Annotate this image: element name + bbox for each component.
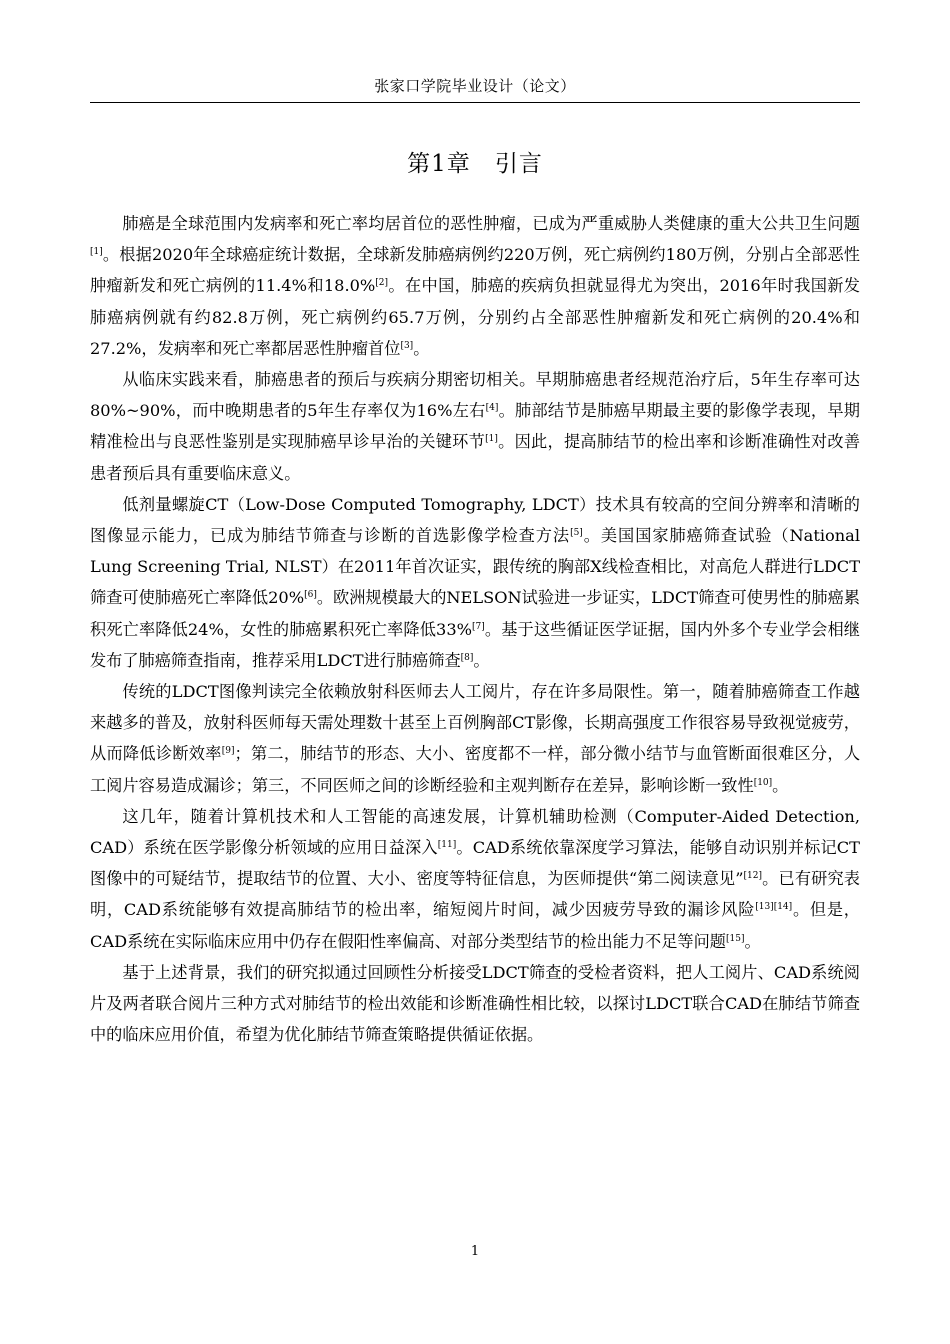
paragraph-text: 。 — [413, 338, 430, 358]
paragraph — [90, 957, 860, 1051]
paragraph-text: 。因此，提高肺结节的检出率和诊断准确性对改善患者预后具有重要临床意义。 — [90, 432, 861, 483]
chapter-number: 第1章 — [407, 151, 471, 177]
citation: [2] — [375, 278, 389, 289]
citation: [8] — [460, 652, 474, 663]
paragraph-text: 。基于这些循证医学证据，国内外多个专业学会相继发布了肺癌筛查指南，推荐采用LDCT进行肺癌筛查 — [90, 619, 860, 670]
paragraph — [90, 208, 860, 364]
chapter-name: 引言 — [494, 151, 543, 177]
header-text: 张家口学院毕业设计（论文） — [374, 77, 576, 95]
paragraph-text: 。 — [772, 775, 789, 795]
paragraph-text: 肺癌是全球范围内发病率和死亡率均居首位的恶性肿瘤，已成为严重威胁人类健康的重大公共卫生问题 — [122, 214, 860, 233]
citation: [1] — [485, 434, 498, 445]
paragraph — [90, 676, 860, 801]
paragraph-text: 。但是，CAD系统在实际临床应用中仍存在假阳性率偏高、对部分类型结节的检出能力不足等问题 — [90, 900, 860, 951]
paragraph-text: 。在中国，肺癌的疾病负担就显得尤为突出，2016年时我国新发肺癌病例就有约82.8万例，死亡病例约65.7万例，分别约占全部恶性肿瘤新发和死亡病例的20.4%和27.2%，发病率和死亡率都居恶性肿瘤首位 — [90, 276, 860, 358]
paragraph-text: 。 — [473, 650, 490, 670]
paragraph-text: 。 — [744, 931, 761, 951]
paragraph — [90, 364, 860, 489]
paragraph-text: 。欧洲规模最大的NELSON试验进一步证实，LDCT筛查可使男性的肺癌累积死亡率降低24%，女性的肺癌累积死亡率降低33% — [90, 588, 860, 639]
paragraph-text: 。CAD系统依靠深度学习算法，能够自动识别并标记CT图像中的可疑结节，提取结节的位置、大小、密度等特征信息，为医师提供“第二阅读意见” — [90, 838, 860, 889]
citation: [5] — [570, 528, 583, 539]
citation: [3] — [400, 340, 414, 351]
citation: [12] — [743, 871, 763, 882]
paragraph-text: ；第二，肺结节的形态、大小、密度都不一样，部分微小结节与血管断面很难区分，人工阅片容易造成漏诊；第三，不同医师之间的诊断经验和主观判断存在差异，影响诊断一致性 — [90, 744, 861, 795]
citation: [6] — [304, 590, 317, 601]
paragraph-text: 。肺部结节是肺癌早期最主要的影像学表现，早期精准检出与良恶性鉴别是实现肺癌早诊早治的关键环节 — [90, 401, 860, 452]
running-header — [90, 74, 860, 103]
citation: [11] — [437, 840, 457, 851]
paragraph — [90, 489, 860, 676]
citation: [9] — [221, 746, 235, 757]
citation: [1] — [90, 247, 103, 258]
citation: [4] — [485, 403, 499, 414]
paragraph-text: 这几年，随着计算机技术和人工智能的高速发展，计算机辅助检测（Computer-Aided Detection, CAD）系统在医学影像分析领域的应用日益深入 — [90, 806, 860, 858]
paragraph-text: 从临床实践来看，肺癌患者的预后与疾病分期密切相关。早期肺癌患者经规范治疗后，5年生存率可达80%~90%，而中晚期患者的5年生存率仅为16%左右 — [90, 370, 860, 421]
paragraph-text: 。美国国家肺癌筛查试验（National Lung Screening Trial, NLST）在2011年首次证实，跟传统的胸部X线检查相比，对高危人群进行LDCT筛查可使肺癌死亡率降低20% — [90, 526, 861, 608]
citation: [15] — [726, 933, 745, 944]
paragraph-text: 。根据2020年全球癌症统计数据，全球新发肺癌病例约220万例，死亡病例约180万例，分别占全部恶性肿瘤新发和死亡病例的11.4%和18.0% — [90, 245, 860, 296]
paragraph-text: 。已有研究表明，CAD系统能够有效提高肺结节的检出率，缩短阅片时间，减少因疲劳导致的漏诊风险 — [90, 869, 860, 920]
citation: [13][14] — [755, 902, 793, 913]
paragraph-text: 基于上述背景，我们的研究拟通过回顾性分析接受LDCT筛查的受检者资料，把人工阅片、CAD系统阅片及两者联合阅片三种方式对肺结节的检出效能和诊断准确性相比较，以探讨LDCT联合CAD在肺结节筛查中的临床应用价值，希望为优化肺结节筛查策略提供循证依据。 — [90, 962, 860, 1045]
chapter-title — [90, 146, 860, 182]
body-text — [90, 208, 860, 1050]
page-number: 1 — [470, 1244, 480, 1259]
citation: [7] — [472, 621, 485, 632]
paragraph — [90, 801, 860, 957]
paragraph-text: 传统的LDCT图像判读完全依赖放射科医师去人工阅片，存在许多局限性。第一，随着肺癌筛查工作越来越多的普及，放射科医师每天需处理数十甚至上百例胸部CT影像，长期高强度工作很容易导致视觉疲劳，从而降低诊断效率 — [90, 682, 860, 764]
citation: [10] — [753, 777, 773, 788]
paragraph-text: 低剂量螺旋CT（Low-Dose Computed Tomography, LDCT）技术具有较高的空间分辨率和清晰的图像显示能力，已成为肺结节筛查与诊断的首选影像学检查方法 — [90, 494, 860, 546]
